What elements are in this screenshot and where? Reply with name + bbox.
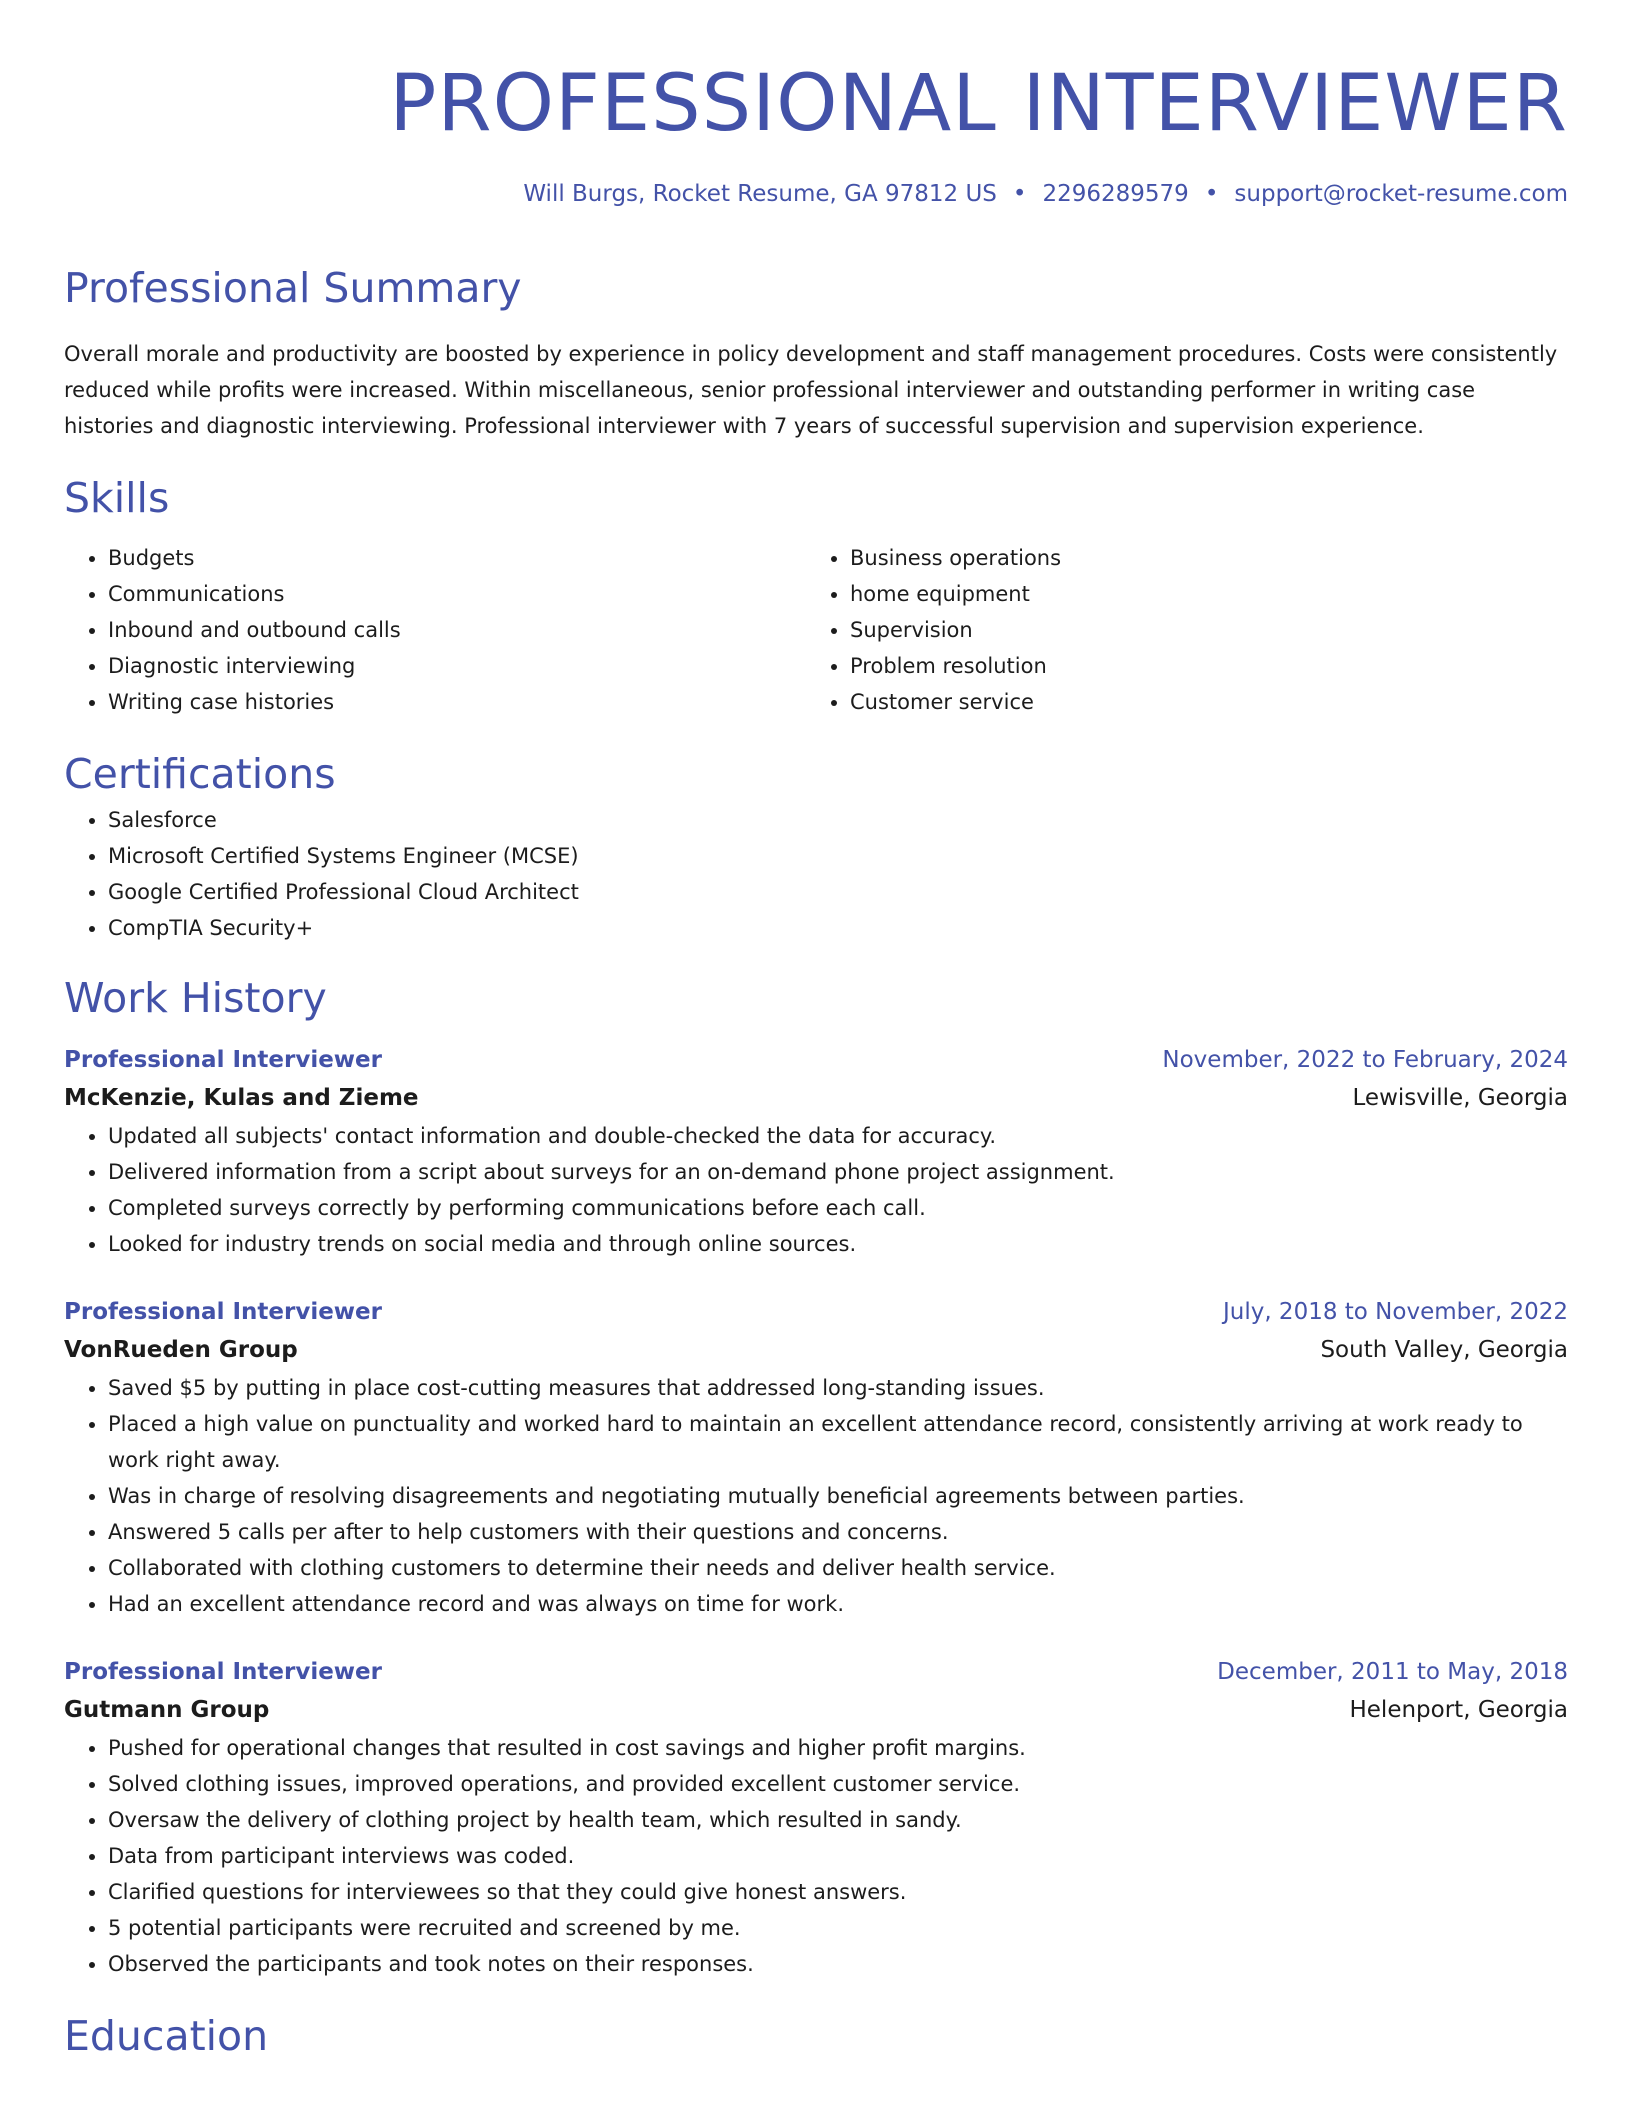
- job-company-row: [64, 1078, 1568, 1118]
- job-header-row: [64, 1294, 1568, 1330]
- job-company: Gutmann Group: [64, 1697, 270, 1723]
- job-location: South Valley, Georgia: [1320, 1337, 1568, 1363]
- job-role: Professional Interviewer: [64, 1047, 382, 1073]
- certification-item: • CompTIA Security+: [108, 910, 1568, 946]
- job-duty: • Placed a high value on punctuality and worked hard to maintain an excellent attendance record, consistently arriving at work ready to work right away.: [108, 1406, 1568, 1478]
- job-duty: • Collaborated with clothing customers to determine their needs and deliver health service.: [108, 1550, 1568, 1586]
- job-entry: [64, 1294, 1568, 1622]
- skills-columns: [64, 540, 1568, 720]
- skills-left-list: [64, 540, 806, 720]
- skill-item: • Problem resolution: [850, 648, 1548, 684]
- contact-address: Will Burgs, Rocket Resume, GA 97812 US: [523, 181, 997, 207]
- job-duty: • Was in charge of resolving disagreements and negotiating mutually beneficial agreements between parties.: [108, 1478, 1568, 1514]
- resume-page: [64, 0, 1568, 2064]
- job-duties-list: [64, 1730, 1568, 1982]
- skills-right-list: [806, 540, 1548, 720]
- skills-right-column: [806, 540, 1548, 720]
- job-role: Professional Interviewer: [64, 1659, 382, 1685]
- skill-item: • Inbound and outbound calls: [108, 612, 806, 648]
- job-duty: • Delivered information from a script about surveys for an on-demand phone project assignment.: [108, 1154, 1568, 1190]
- education-heading: Education: [64, 2012, 269, 2060]
- job-duties-list: [64, 1118, 1568, 1262]
- job-dates: November, 2022 to February, 2024: [1162, 1047, 1568, 1073]
- contact-phone[interactable]: 2296289579: [1042, 181, 1189, 207]
- job-location: Helenport, Georgia: [1349, 1697, 1568, 1723]
- skill-item: • Customer service: [850, 684, 1548, 720]
- job-dates: December, 2011 to May, 2018: [1217, 1659, 1568, 1685]
- job-duties-list: [64, 1370, 1568, 1622]
- skill-item: • Budgets: [108, 540, 806, 576]
- contact-separator: •: [1204, 181, 1219, 207]
- certification-item: • Salesforce: [108, 802, 1568, 838]
- certification-item: • Microsoft Certified Systems Engineer (MCSE): [108, 838, 1568, 874]
- job-duty: • Completed surveys correctly by performing communications before each call.: [108, 1190, 1568, 1226]
- contact-email[interactable]: support@rocket-resume.com: [1234, 181, 1568, 207]
- candidate-title: PROFESSIONAL INTERVIEWER: [389, 59, 1568, 149]
- certifications-list: [64, 802, 1568, 946]
- certifications-heading: Certifications: [64, 750, 336, 798]
- job-duty: • Answered 5 calls per after to help customers with their questions and concerns.: [108, 1514, 1568, 1550]
- skill-item: • Communications: [108, 576, 806, 612]
- job-duty: • Saved $5 by putting in place cost-cutting measures that addressed long-standing issues.: [108, 1370, 1568, 1406]
- job-entry: [64, 1654, 1568, 1982]
- job-duty: • Solved clothing issues, improved operations, and provided excellent customer service.: [108, 1766, 1568, 1802]
- job-duty: • Observed the participants and took notes on their responses.: [108, 1946, 1568, 1982]
- job-duty: • Clarified questions for interviewees so that they could give honest answers.: [108, 1874, 1568, 1910]
- job-role: Professional Interviewer: [64, 1299, 382, 1325]
- work-history-heading: Work History: [64, 974, 327, 1022]
- job-duty: • Oversaw the delivery of clothing project by health team, which resulted in sandy.: [108, 1802, 1568, 1838]
- skill-item: • home equipment: [850, 576, 1548, 612]
- job-duty: • Updated all subjects' contact information and double-checked the data for accuracy.: [108, 1118, 1568, 1154]
- job-company-row: [64, 1690, 1568, 1730]
- job-company: VonRueden Group: [64, 1337, 298, 1363]
- skill-item: • Diagnostic interviewing: [108, 648, 806, 684]
- job-duty: • Pushed for operational changes that resulted in cost savings and higher profit margins.: [108, 1730, 1568, 1766]
- job-company-row: [64, 1330, 1568, 1370]
- skill-item: • Business operations: [850, 540, 1548, 576]
- contact-separator: •: [1012, 181, 1027, 207]
- job-company: McKenzie, Kulas and Zieme: [64, 1085, 419, 1111]
- skill-item: • Writing case histories: [108, 684, 806, 720]
- skills-heading: Skills: [64, 474, 170, 522]
- job-dates: July, 2018 to November, 2022: [1222, 1299, 1568, 1325]
- job-header-row: [64, 1042, 1568, 1078]
- certification-item: • Google Certified Professional Cloud Architect: [108, 874, 1568, 910]
- contact-line: [64, 178, 1568, 210]
- summary-text: Overall morale and productivity are boosted by experience in policy development and staff management procedures. Costs were consistently reduced while profits were increased. Within miscellaneous, senior professional interviewer and outstanding performer in writing case histories and diagnostic interviewing. Professional interviewer with 7 years of successful supervision and supervision experience.: [64, 342, 1558, 438]
- job-duty: • Had an excellent attendance record and was always on time for work.: [108, 1586, 1568, 1622]
- summary-heading: Professional Summary: [64, 264, 522, 312]
- job-duty: • 5 potential participants were recruited and screened by me.: [108, 1910, 1568, 1946]
- job-location: Lewisville, Georgia: [1352, 1085, 1568, 1111]
- job-header-row: [64, 1654, 1568, 1690]
- skill-item: • Supervision: [850, 612, 1548, 648]
- job-entry: [64, 1042, 1568, 1262]
- job-duty: • Data from participant interviews was coded.: [108, 1838, 1568, 1874]
- skills-left-column: [64, 540, 806, 720]
- job-duty: • Looked for industry trends on social media and through online sources.: [108, 1226, 1568, 1262]
